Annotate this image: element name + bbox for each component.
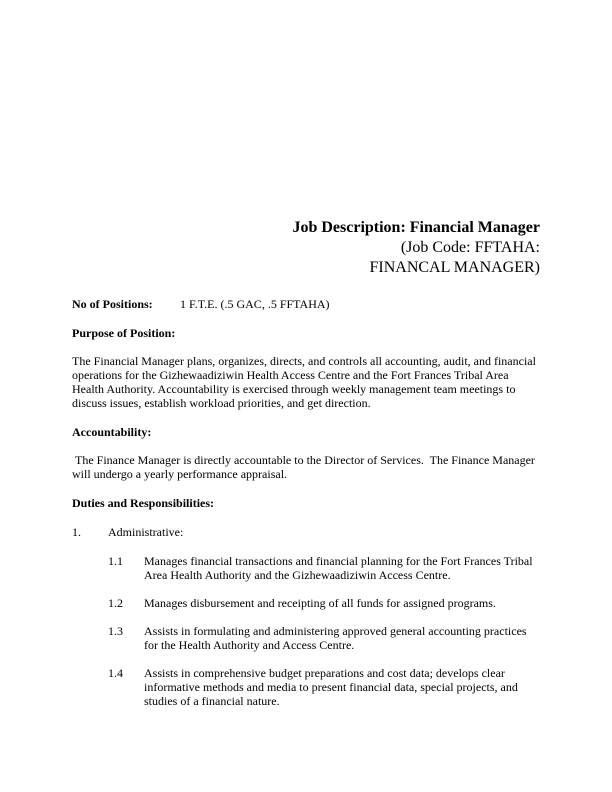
accountability-text: The Finance Manager is directly accountable to the Director of Services. The Finance Manager will undergo a yearly performance appraisal. [72,453,538,481]
section-label: Administrative: [108,525,184,539]
document-body [72,297,542,708]
list-item-number: 1.1 [108,554,123,568]
purpose-heading: Purpose of Position: [72,326,176,340]
job-code-line-1: (Job Code: FFTAHA: [400,239,540,256]
list-item-text: Manages disbursement and receipting of all funds for assigned programs. [144,596,496,610]
document-title: Job Description: Financial Manager [292,219,540,236]
title-block [140,218,540,278]
purpose-text: The Financial Manager plans, organizes, directs, and controls all accounting, audit, and financial operations for the Gizhewaadiziwin Health Access Centre and the Fort Frances Tribal Area Health Authority. Accountability is exercised through weekly management team meetings to discuss issues, establish workload priorities, and get direction. [72,354,536,410]
positions-row [72,297,542,311]
positions-label: No of Positions: [72,297,153,311]
list-item-number: 1.2 [108,596,123,610]
list-item-number: 1.4 [108,666,123,680]
duties-heading: Duties and Responsibilities: [72,496,215,510]
list-item-text: Manages financial transactions and financial planning for the Fort Frances Tribal Area Health Authority and the Gizhewaadiziwin Access Centre. [144,554,533,582]
list-item-text: Assists in formulating and administering approved general accounting practices for the Health Authority and Access Centre. [144,624,527,652]
duties-section-1 [72,525,542,539]
list-item-text: Assists in comprehensive budget preparations and cost data; develops clear informative methods and media to present financial data, special projects, and studies of a financial nature. [144,666,518,708]
list-item [72,624,542,652]
list-item [72,554,542,582]
list-item [72,596,542,610]
list-item [72,666,542,708]
accountability-heading: Accountability: [72,425,152,439]
positions-value: 1 F.T.E. (.5 GAC, .5 FFTAHA) [180,297,330,311]
list-item-number: 1.3 [108,624,123,638]
section-number: 1. [72,525,81,539]
job-code-line-2: FINANCAL MANAGER) [369,259,540,276]
